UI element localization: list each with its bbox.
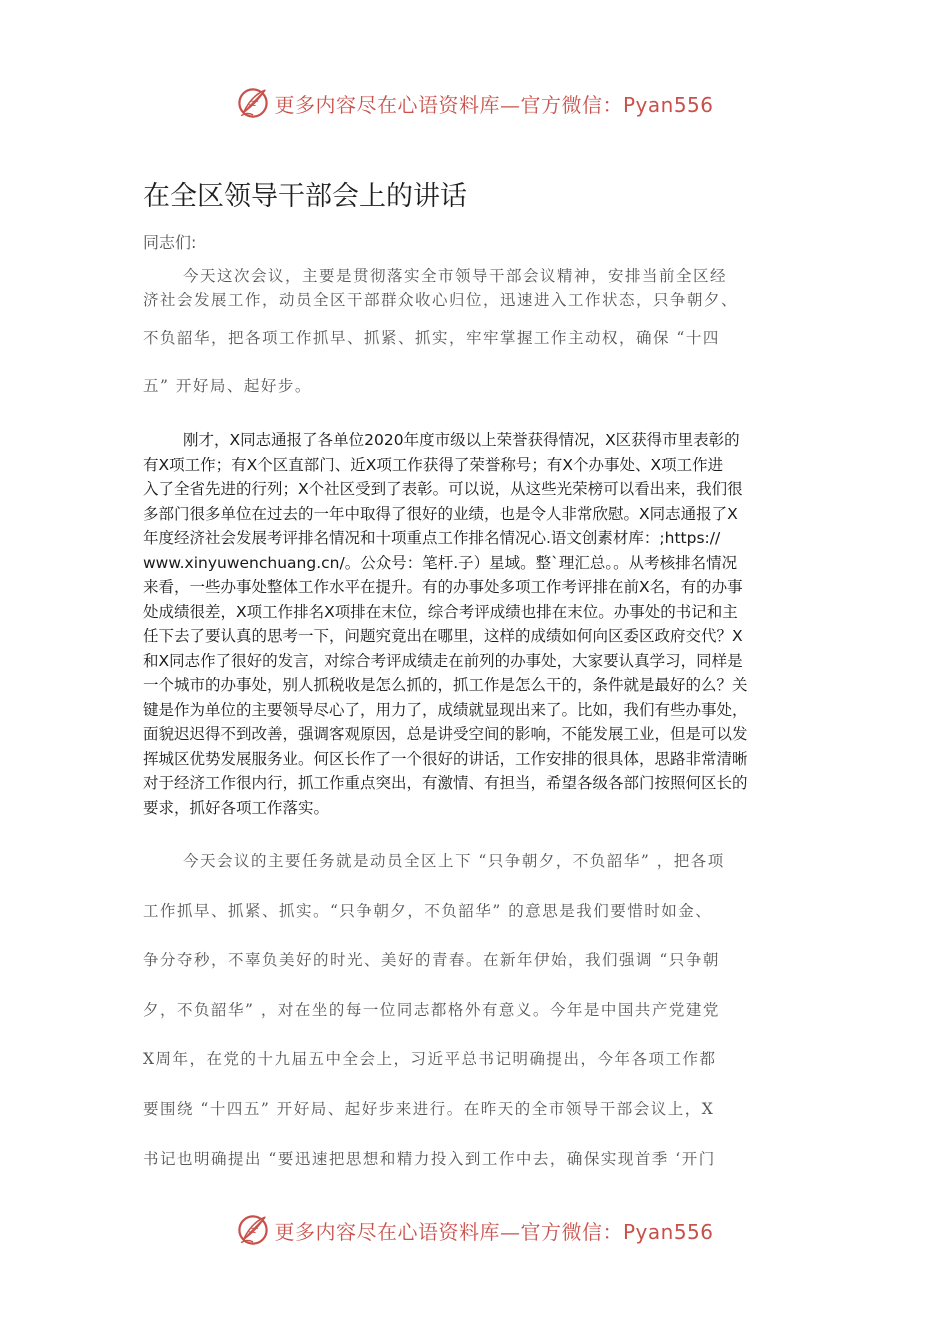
paragraph-1 [143, 264, 811, 398]
paragraph-line: 来看，一些办事处整体工作水平在提升。有的办事处多项工作考评排在前X名，有的办事 [143, 578, 743, 596]
paragraph-line: www.xinyuwenchuang.cn/。公众号：笔杆.子）星域。整`理汇总。。从考核排名情况 [143, 553, 738, 572]
paragraph-line: 处成绩很差，X项工作排名X项排在末位，综合考评成绩也排在末位。办事处的书记和主 [143, 602, 738, 621]
paragraph-line: 书记也明确提出 “要迅速把思想和精力投入到工作中去，确保实现首季 ‘开门 [143, 1149, 716, 1168]
paragraph-line: 工作抓早、抓紧、抓实。“只争朝夕，不负韶华” 的意思是我们要惜时如金、 [143, 901, 713, 920]
paragraph-line: 任下去了要认真的思考一下，问题究竟出在哪里，这样的成绩如何向区委区政府交代？X [143, 627, 743, 645]
salutation: 同志们: [143, 233, 197, 252]
document-title: 在全区领导干部会上的讲话 [143, 181, 467, 212]
banner-text-cn: 更多内容尽在心语资料库—官方微信： [274, 1219, 623, 1244]
paragraph-line: 年度经济社会发展考评排名情况和十项重点工作排名情况心.语文创素材库：;https:// [143, 529, 721, 547]
paragraph-line: 今天这次会议，主要是贯彻落实全市领导干部会议精神，安排当前全区经 [183, 267, 728, 285]
paragraph-line: 刚才，X同志通报了各单位2020年度市级以上荣誉获得情况，X区获得市里表彰的 [183, 431, 740, 449]
paragraph-line: 入了全省先进的行列；X个社区受到了表彰。可以说，从这些光荣榜可以看出来，我们很 [143, 480, 743, 498]
paragraph-line: X周年，在党的十九届五中全会上，习近平总书记明确提出，今年各项工作都 [143, 1050, 717, 1069]
paragraph-line: 多部门很多单位在过去的一年中取得了很好的业绩，也是令人非常欣慰。X同志通报了X [143, 504, 738, 523]
paragraph-line: 不负韶华，把各项工作抓早、抓紧、抓实，牢牢掌握工作主动权，确保 “十四 [143, 329, 720, 347]
paragraph-line: 键是作为单位的主要领导尽心了，用力了，成绩就显现出来了。比如，我们有些办事处， [143, 700, 748, 719]
banner-wechat-id: Pyan556 [622, 92, 714, 117]
banner-text-cn: 更多内容尽在心语资料库—官方微信： [274, 92, 623, 117]
paragraph-line: 对于经济工作很内行，抓工作重点突出，有激情、有担当，希望各级各部门按照何区长的 [143, 774, 748, 792]
quill-pen-logo-icon [236, 86, 270, 120]
paragraph-line: 一个城市的办事处，别人抓税收是怎么抓的，抓工作是怎么干的，条件就是最好的么？关 [143, 676, 748, 694]
watermark-banner-bottom [0, 1205, 950, 1255]
paragraph-line: 今天会议的主要任务就是动员全区上下 “只争朝夕，不负韶华” ，把各项 [183, 852, 725, 870]
paragraph-line: 夕，不负韶华” ，对在坐的每一位同志都格外有意义。今年是中国共产党建党 [143, 1000, 720, 1019]
paragraph-2 [143, 428, 811, 820]
paragraph-line: 挥城区优势发展服务业。何区长作了一个很好的讲话，工作安排的很具体，思路非常清晰 [143, 749, 748, 768]
paragraph-line: 面貌迟迟得不到改善，强调客观原因，总是讲受空间的影响，不能发展工业，但是可以发 [143, 725, 748, 743]
paragraph-line: 争分夺秒，不辜负美好的时光、美好的青春。在新年伊始，我们强调 “只争朝 [143, 951, 720, 970]
paragraph-line: 有X项工作；有X个区直部门、近X项工作获得了荣誉称号；有X个办事处、X项工作进 [143, 455, 724, 474]
paragraph-line: 要围绕 “十四五” 开好局、起好步来进行。在昨天的全市领导干部会议上，X [143, 1099, 715, 1118]
banner-text [274, 1216, 713, 1245]
paragraph-line: 要求，抓好各项工作落实。 [143, 798, 330, 817]
paragraph-line: 济社会发展工作，动员全区干部群众收心归位，迅速进入工作状态，只争朝夕、 [143, 291, 739, 309]
banner-text [274, 89, 713, 118]
banner-wechat-id: Pyan556 [622, 1219, 714, 1244]
paragraph-3 [143, 849, 811, 1196]
watermark-banner-top [0, 78, 950, 128]
quill-pen-logo-icon [236, 1213, 270, 1247]
paragraph-line: 五” 开好局、起好步。 [143, 377, 312, 395]
paragraph-line: 和X同志作了很好的发言，对综合考评成绩走在前列的办事处，大家要认真学习，同样是 [143, 651, 743, 670]
